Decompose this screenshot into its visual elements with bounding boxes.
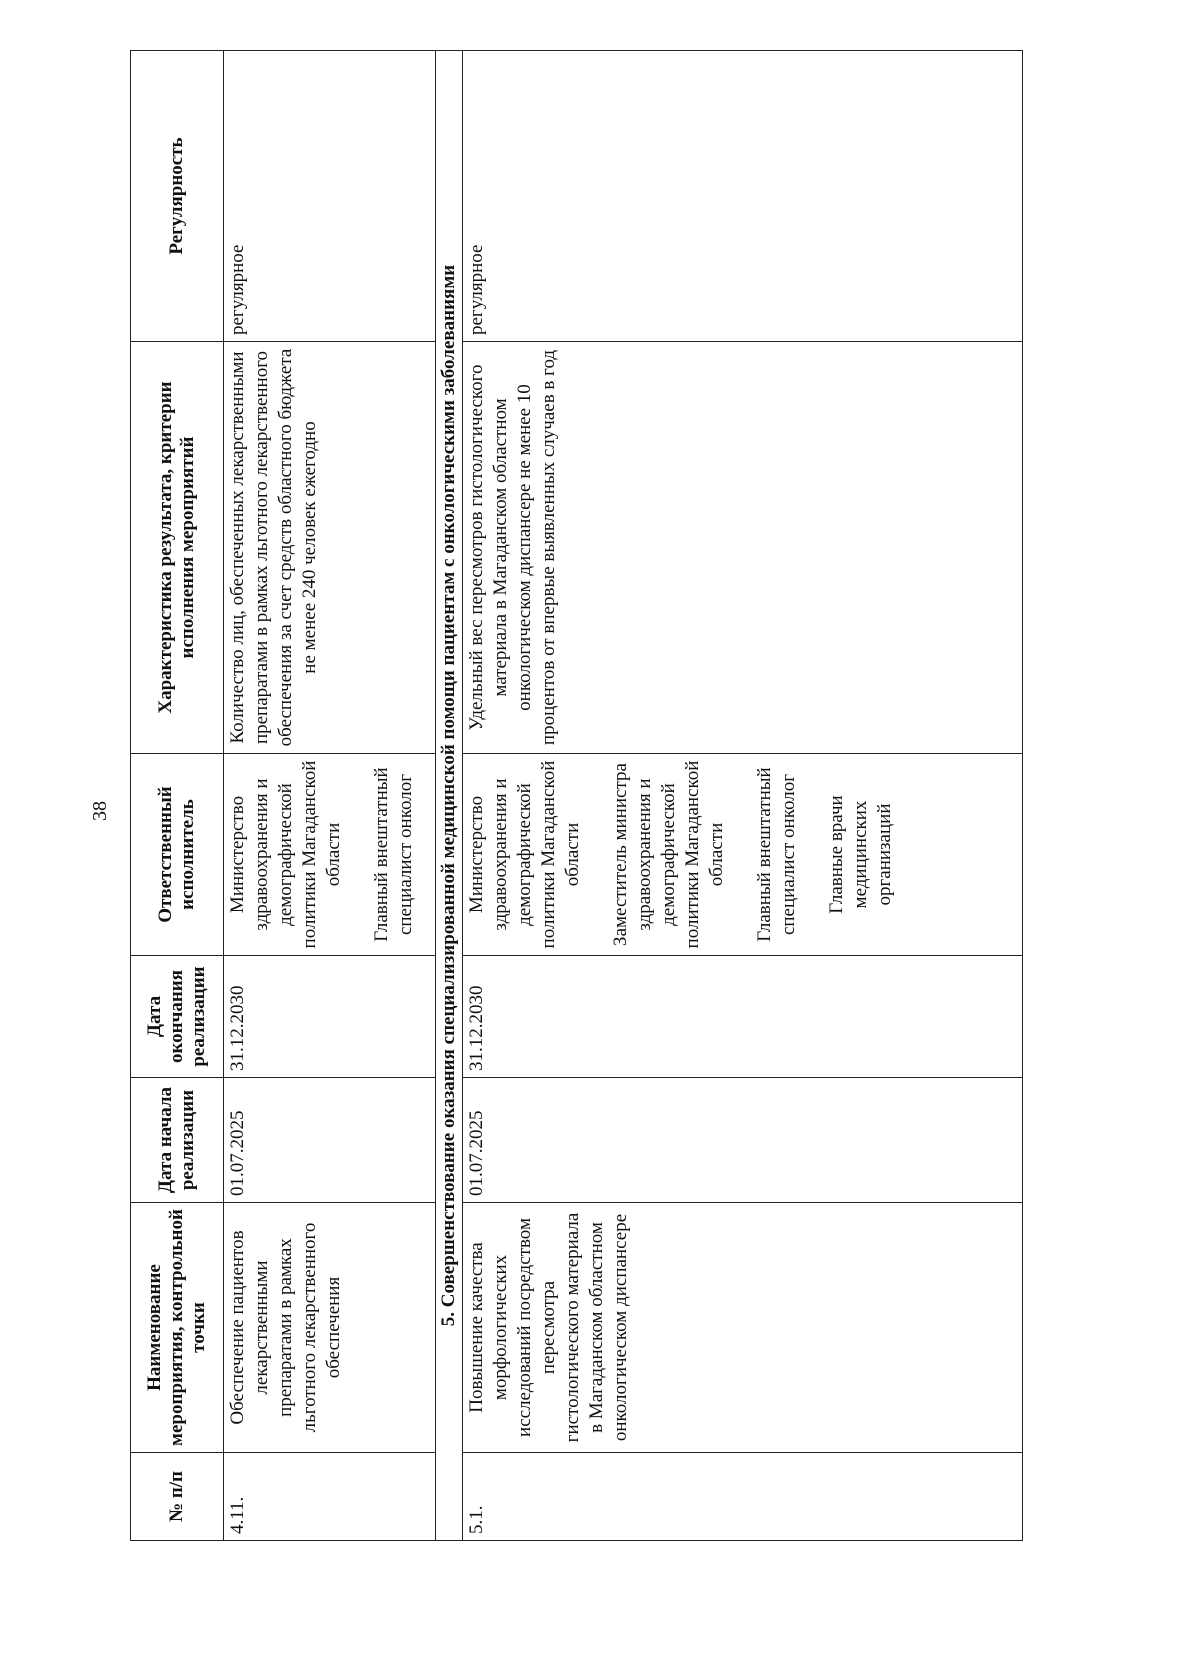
row-5-1-result: Удельный вес пересмотров гистологического материала в Магаданском областном онкологическом диспансере не менее 10 процентов от впервые выявленных случаев в год [463,342,1023,754]
header-start: Дата начала реализации [131,1078,224,1203]
row-5-1-responsible-3: Главный внештатный специалист онколог [754,767,799,942]
row-4-11-result: Количество лиц, обеспеченных лекарственными препаратами в рамках льготного лекарственного обеспечения за счет средств областного бюджета не менее 240 человек ежегодно [224,342,436,754]
row-4-11-responsible-1: Министерство здравоохранения и демографической политики Магаданской области [227,760,344,949]
table-header-row [131,51,224,1541]
row-4-11-num: 4.11. [224,1453,436,1541]
section-5-row [436,51,463,1541]
table-row-5-1 [463,51,1023,1541]
row-5-1-responsible-2: Заместитель министра здравоохранения и демографической политики Магаданской области [610,760,727,949]
table-sheet [130,51,1080,1541]
row-4-11-responsible [224,754,436,956]
rotated-table-container [130,51,1080,1541]
row-4-11-start: 01.07.2025 [224,1078,436,1203]
row-5-1-responsible [463,754,1023,956]
header-result: Характеристика результата, критерии исполнения мероприятий [131,342,224,754]
row-5-1-responsible-4: Главные врачи медицинских организаций [826,795,895,914]
row-5-1-end: 31.12.2030 [463,956,1023,1078]
header-end: Дата окончания реализации [131,956,224,1078]
section-5-title: 5. Совершенствование оказания специализированной медицинской помощи пациентам с онкологическими заболеваниями [436,51,463,1541]
row-4-11-regularity: регулярное [224,51,436,342]
page-number: 38 [89,801,111,821]
row-5-1-responsible-1: Министерство здравоохранения и демографической политики Магаданской области [466,760,583,949]
row-5-1-num: 5.1. [463,1453,1023,1541]
row-5-1-regularity: регулярное [463,51,1023,342]
row-4-11-name: Обеспечение пациентов лекарственными препаратами в рамках льготного лекарственного обеспечения [224,1203,436,1453]
header-name: Наименование мероприятия, контрольной точки [131,1203,224,1453]
row-4-11-responsible-2: Главный внештатный специалист онколог [371,767,416,942]
header-num: № п/п [131,1453,224,1541]
header-regularity: Регулярность [131,51,224,342]
row-5-1-start: 01.07.2025 [463,1078,1023,1203]
row-5-1-name: Повышение качества морфологических исследований посредством пересмотра гистологического материала в Магаданском областном онкологическом диспансере [463,1203,1023,1453]
header-responsible: Ответственный исполнитель [131,754,224,956]
table-row-4-11 [224,51,436,1541]
measures-table [130,50,1023,1541]
row-4-11-end: 31.12.2030 [224,956,436,1078]
